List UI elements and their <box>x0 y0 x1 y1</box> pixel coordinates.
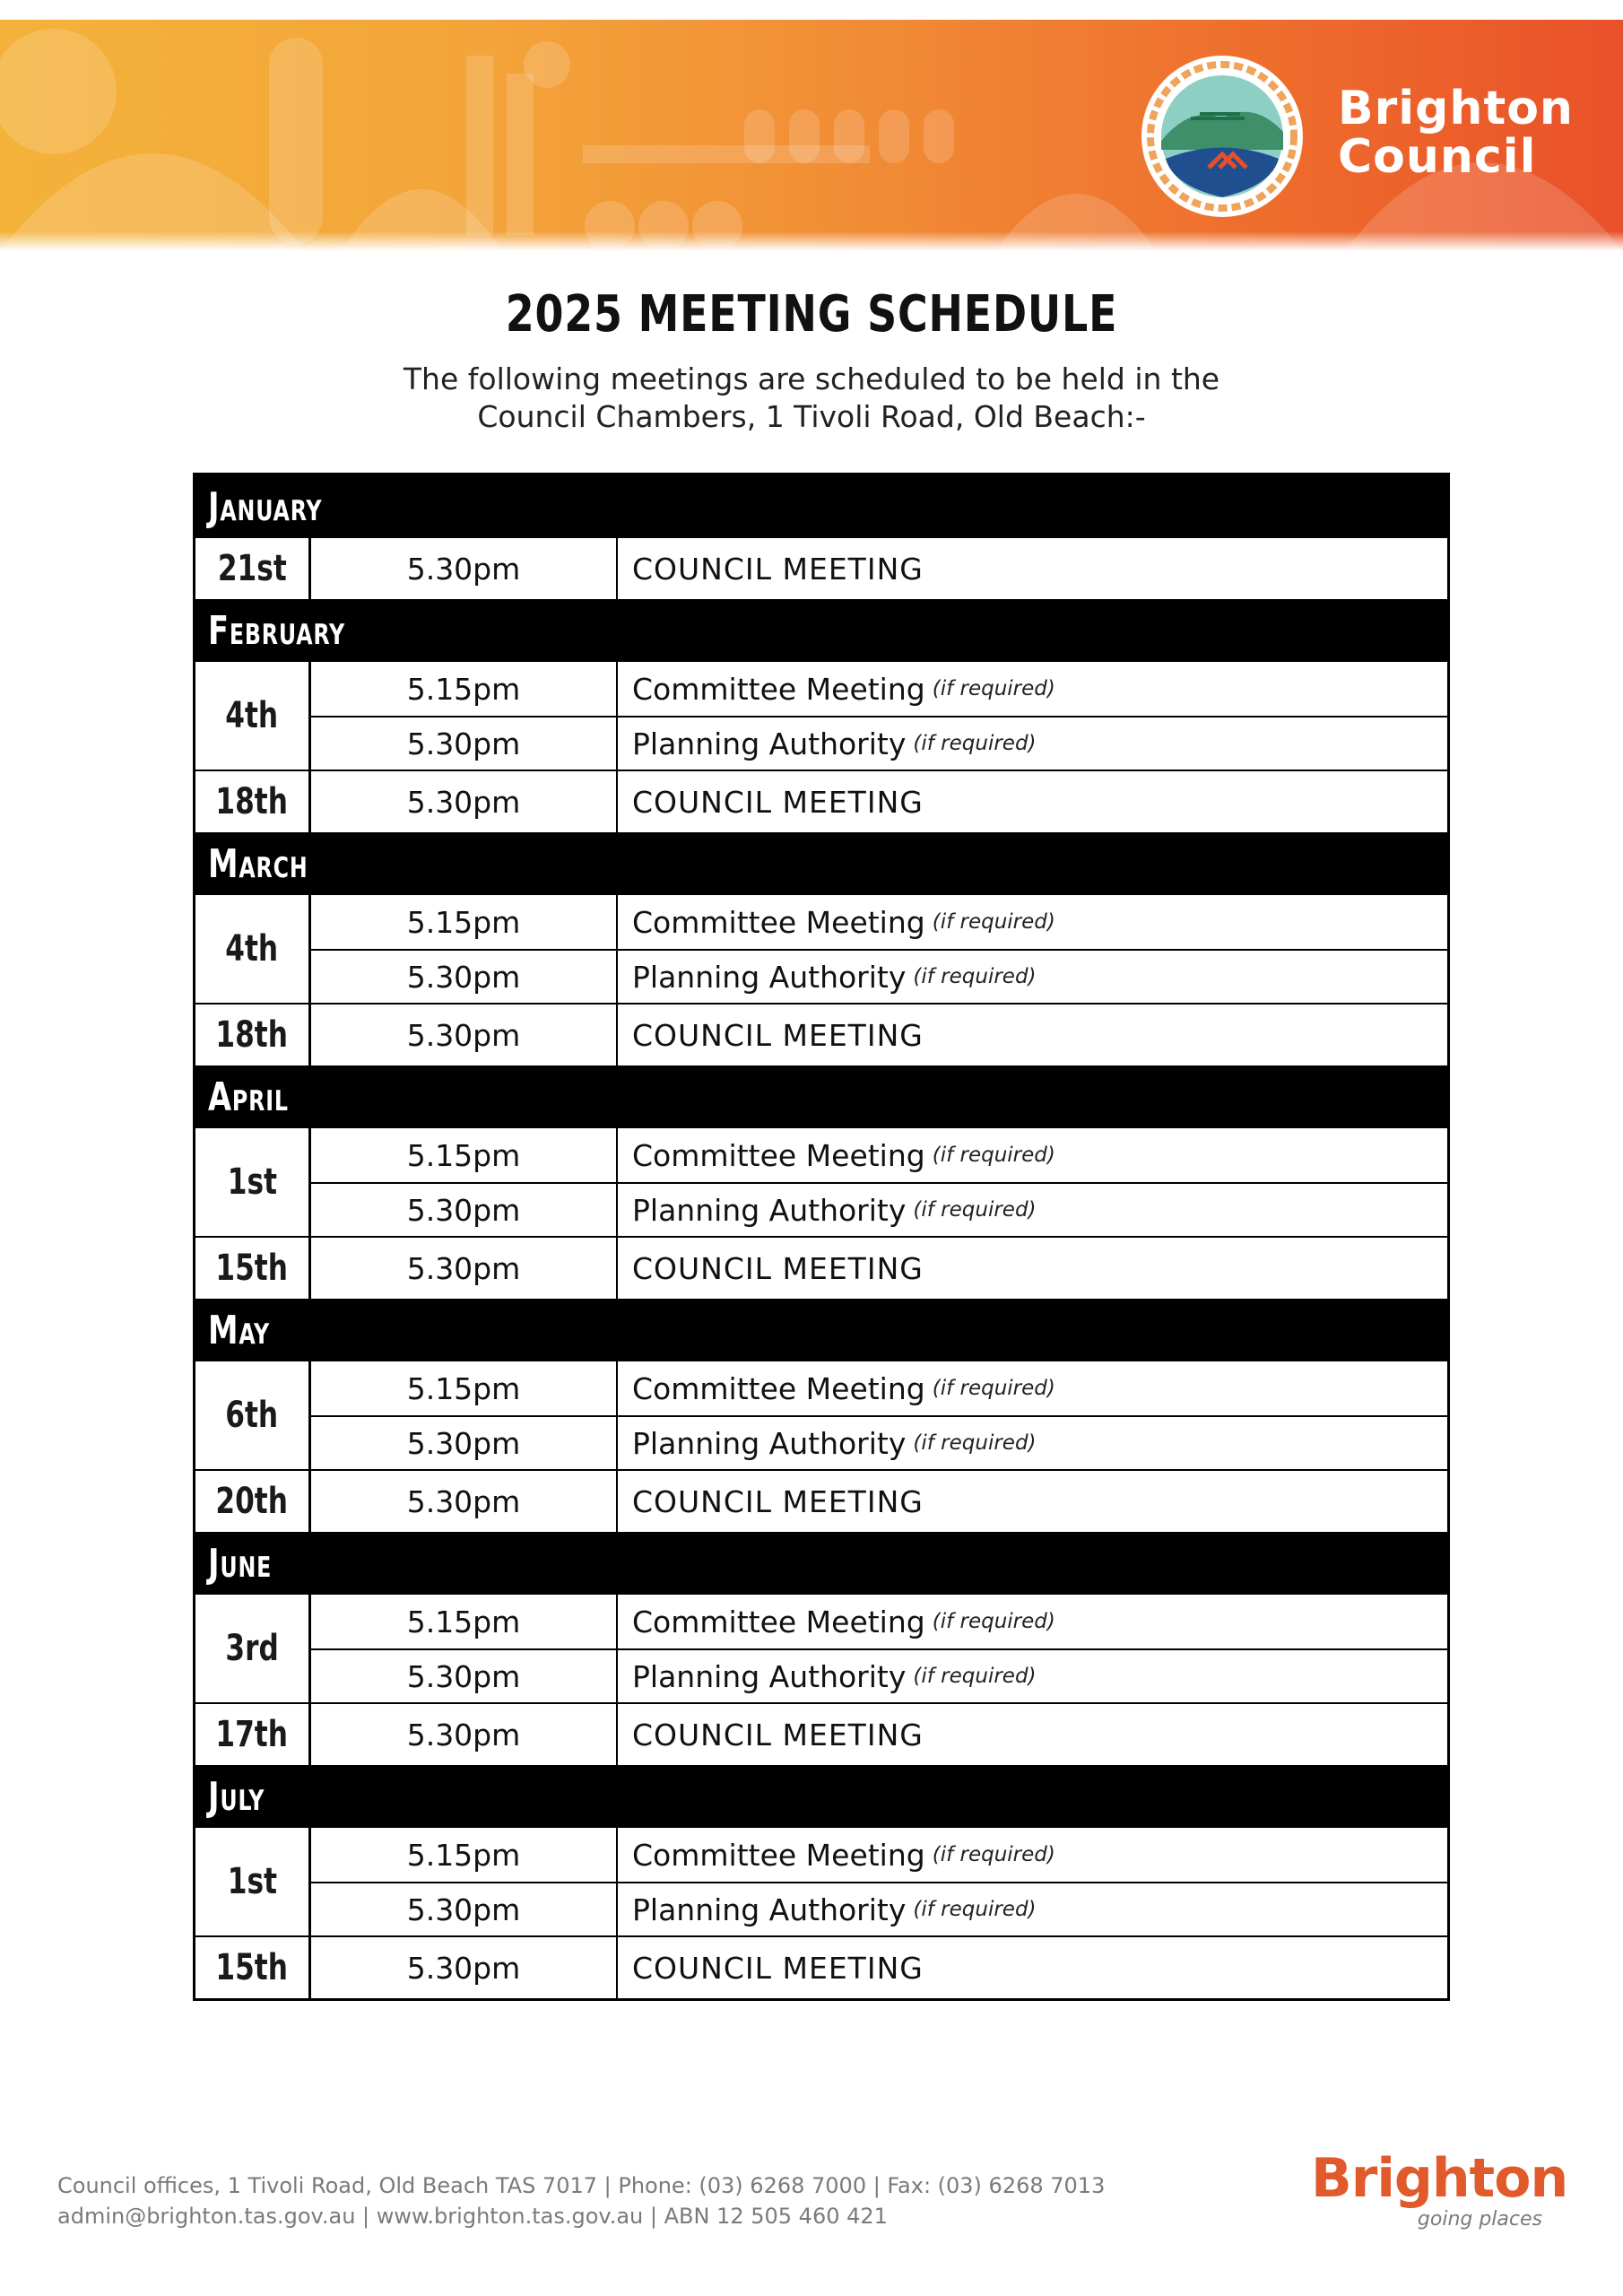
footer-contact <box>57 2170 1105 2231</box>
date-cell <box>195 1128 311 1236</box>
date-group <box>195 662 1447 770</box>
meeting-time: 5.30pm <box>311 1704 618 1765</box>
meeting-row <box>311 771 1447 832</box>
month-name: June <box>208 1540 273 1587</box>
meeting-note: (if required) <box>913 732 1037 755</box>
meeting-note: (if required) <box>913 1431 1037 1455</box>
meeting-time: 5.30pm <box>311 718 618 770</box>
meeting-time: 5.15pm <box>311 895 618 949</box>
brand-name-line2: Council <box>1338 130 1537 184</box>
month-header <box>195 475 1447 538</box>
month-header <box>195 1532 1447 1595</box>
date-group <box>195 1702 1447 1765</box>
meeting-description <box>618 1883 1447 1935</box>
page-title: 2025 MEETING SCHEDULE <box>505 285 1118 344</box>
date-label: 1st <box>227 1861 277 1902</box>
date-cell <box>195 1361 311 1469</box>
date-group <box>195 1595 1447 1702</box>
meeting-description <box>618 1128 1447 1182</box>
meeting-title: COUNCIL MEETING <box>632 1017 924 1053</box>
meeting-description <box>618 1238 1447 1299</box>
meeting-description <box>618 1004 1447 1065</box>
footer-logo-tagline: going places <box>1417 2208 1542 2231</box>
council-seal-icon <box>1137 51 1307 222</box>
month-name: July <box>208 1773 265 1820</box>
date-cell <box>195 1471 311 1532</box>
meeting-time: 5.15pm <box>311 1361 618 1415</box>
meeting-note: (if required) <box>932 1610 1055 1633</box>
meeting-note: (if required) <box>932 910 1055 934</box>
meeting-description <box>618 895 1447 949</box>
date-cell <box>195 662 311 770</box>
meeting-note: (if required) <box>913 1898 1037 1921</box>
meeting-title: COUNCIL MEETING <box>632 1717 924 1752</box>
meeting-row <box>311 1595 1447 1648</box>
date-label: 6th <box>225 1395 279 1436</box>
meeting-time: 5.30pm <box>311 1937 618 1998</box>
date-label: 15th <box>215 1248 289 1289</box>
meeting-title: Committee Meeting <box>632 904 925 940</box>
date-label: 17th <box>215 1714 289 1755</box>
month-name: February <box>208 607 346 654</box>
date-group <box>195 1828 1447 1935</box>
meeting-time: 5.30pm <box>311 1650 618 1702</box>
month-name: March <box>208 840 308 887</box>
meeting-description <box>618 1704 1447 1765</box>
date-label: 15th <box>215 1947 289 1988</box>
date-cell <box>195 1704 311 1765</box>
date-group <box>195 1128 1447 1236</box>
footer-logo-word: Brighton <box>1311 2147 1568 2210</box>
meeting-description <box>618 771 1447 832</box>
month-header <box>195 1299 1447 1361</box>
date-cell <box>195 1004 311 1065</box>
meeting-description <box>618 1184 1447 1236</box>
meeting-title: COUNCIL MEETING <box>632 1250 924 1286</box>
meeting-row <box>311 895 1447 949</box>
date-cell <box>195 895 311 1003</box>
date-label: 4th <box>225 928 279 970</box>
meeting-row <box>311 662 1447 716</box>
month-header <box>195 1065 1447 1128</box>
meeting-title: Planning Authority <box>632 959 907 995</box>
meeting-time: 5.30pm <box>311 1471 618 1532</box>
meeting-row <box>311 1828 1447 1882</box>
meeting-description <box>618 951 1447 1003</box>
date-label: 18th <box>215 781 289 822</box>
month-name: January <box>208 483 323 530</box>
date-cell <box>195 1595 311 1702</box>
intro-line-1: The following meetings are scheduled to be held in the <box>403 361 1220 396</box>
meeting-time: 5.30pm <box>311 951 618 1003</box>
brighton-footer-logo <box>1311 2147 1568 2237</box>
meeting-row <box>311 1361 1447 1415</box>
meeting-row <box>311 538 1447 599</box>
meeting-schedule-table <box>193 473 1450 2001</box>
header-banner <box>0 20 1623 251</box>
meeting-description <box>618 538 1447 599</box>
date-cell <box>195 1828 311 1935</box>
meeting-description <box>618 1361 1447 1415</box>
meeting-row <box>311 1128 1447 1182</box>
meeting-note: (if required) <box>932 1144 1055 1167</box>
date-cell <box>195 1937 311 1998</box>
meeting-row <box>311 1882 1447 1935</box>
meeting-description <box>618 718 1447 770</box>
month-name: May <box>208 1307 271 1353</box>
meeting-description <box>618 1417 1447 1469</box>
meeting-row <box>311 1704 1447 1765</box>
meeting-time: 5.30pm <box>311 1004 618 1065</box>
meeting-note: (if required) <box>932 1843 1055 1866</box>
date-cell <box>195 771 311 832</box>
meeting-row <box>311 1415 1447 1469</box>
meeting-time: 5.30pm <box>311 538 618 599</box>
date-label: 20th <box>215 1481 289 1522</box>
meeting-time: 5.30pm <box>311 1238 618 1299</box>
meeting-title: Planning Authority <box>632 1658 907 1694</box>
brand-name-line1: Brighton <box>1338 82 1574 135</box>
footer-web-line: admin@brighton.tas.gov.au | www.brighton.tas.gov.au | ABN 12 505 460 421 <box>57 2204 888 2229</box>
date-group <box>195 895 1447 1003</box>
meeting-time: 5.15pm <box>311 1128 618 1182</box>
date-group <box>195 770 1447 832</box>
meeting-description <box>618 1650 1447 1702</box>
meeting-title: COUNCIL MEETING <box>632 551 924 587</box>
meeting-title: Committee Meeting <box>632 671 925 707</box>
date-label: 4th <box>225 695 279 736</box>
month-header <box>195 1765 1447 1828</box>
meeting-note: (if required) <box>913 965 1037 988</box>
meeting-description <box>618 1937 1447 1998</box>
meeting-row <box>311 716 1447 770</box>
meeting-title: Committee Meeting <box>632 1837 925 1873</box>
intro-line-2: Council Chambers, 1 Tivoli Road, Old Beach:- <box>477 399 1146 434</box>
meeting-time: 5.15pm <box>311 662 618 716</box>
month-header <box>195 599 1447 662</box>
date-group <box>195 1361 1447 1469</box>
meeting-time: 5.15pm <box>311 1828 618 1882</box>
meeting-row <box>311 1238 1447 1299</box>
date-group <box>195 538 1447 599</box>
meeting-row <box>311 949 1447 1003</box>
meeting-title: COUNCIL MEETING <box>632 1483 924 1519</box>
meeting-note: (if required) <box>913 1665 1037 1688</box>
month-name: April <box>208 1074 289 1120</box>
date-group <box>195 1003 1447 1065</box>
date-label: 1st <box>227 1161 277 1203</box>
meeting-title: Committee Meeting <box>632 1370 925 1406</box>
meeting-title: COUNCIL MEETING <box>632 1950 924 1986</box>
meeting-row <box>311 1937 1447 1998</box>
meeting-title: Planning Authority <box>632 1892 907 1927</box>
meeting-row <box>311 1182 1447 1236</box>
meeting-title: Committee Meeting <box>632 1137 925 1173</box>
meeting-title: Planning Authority <box>632 1425 907 1461</box>
date-group <box>195 1935 1447 1998</box>
meeting-title: Planning Authority <box>632 726 907 761</box>
meeting-time: 5.30pm <box>311 771 618 832</box>
meeting-time: 5.30pm <box>311 1417 618 1469</box>
footer-address-line: Council offices, 1 Tivoli Road, Old Beach TAS 7017 | Phone: (03) 6268 7000 | Fax: (03) 6268 7013 <box>57 2173 1106 2198</box>
meeting-description <box>618 1595 1447 1648</box>
date-cell <box>195 538 311 599</box>
meeting-title: Committee Meeting <box>632 1604 925 1639</box>
meeting-time: 5.15pm <box>311 1595 618 1648</box>
meeting-row <box>311 1648 1447 1702</box>
meeting-description <box>618 1471 1447 1532</box>
meeting-time: 5.30pm <box>311 1883 618 1935</box>
meeting-note: (if required) <box>932 677 1055 700</box>
meeting-note: (if required) <box>913 1198 1037 1222</box>
meeting-description <box>618 1828 1447 1882</box>
date-group <box>195 1236 1447 1299</box>
brand-name <box>1338 82 1574 184</box>
meeting-row <box>311 1471 1447 1532</box>
meeting-time: 5.30pm <box>311 1184 618 1236</box>
date-group <box>195 1469 1447 1532</box>
meeting-row <box>311 1004 1447 1065</box>
meeting-title: COUNCIL MEETING <box>632 784 924 820</box>
meeting-note: (if required) <box>932 1377 1055 1400</box>
intro-text <box>0 361 1623 436</box>
meeting-description <box>618 662 1447 716</box>
date-label: 18th <box>215 1014 289 1056</box>
meeting-title: Planning Authority <box>632 1192 907 1228</box>
month-header <box>195 832 1447 895</box>
date-cell <box>195 1238 311 1299</box>
date-label: 3rd <box>225 1628 279 1669</box>
date-label: 21st <box>217 548 287 589</box>
